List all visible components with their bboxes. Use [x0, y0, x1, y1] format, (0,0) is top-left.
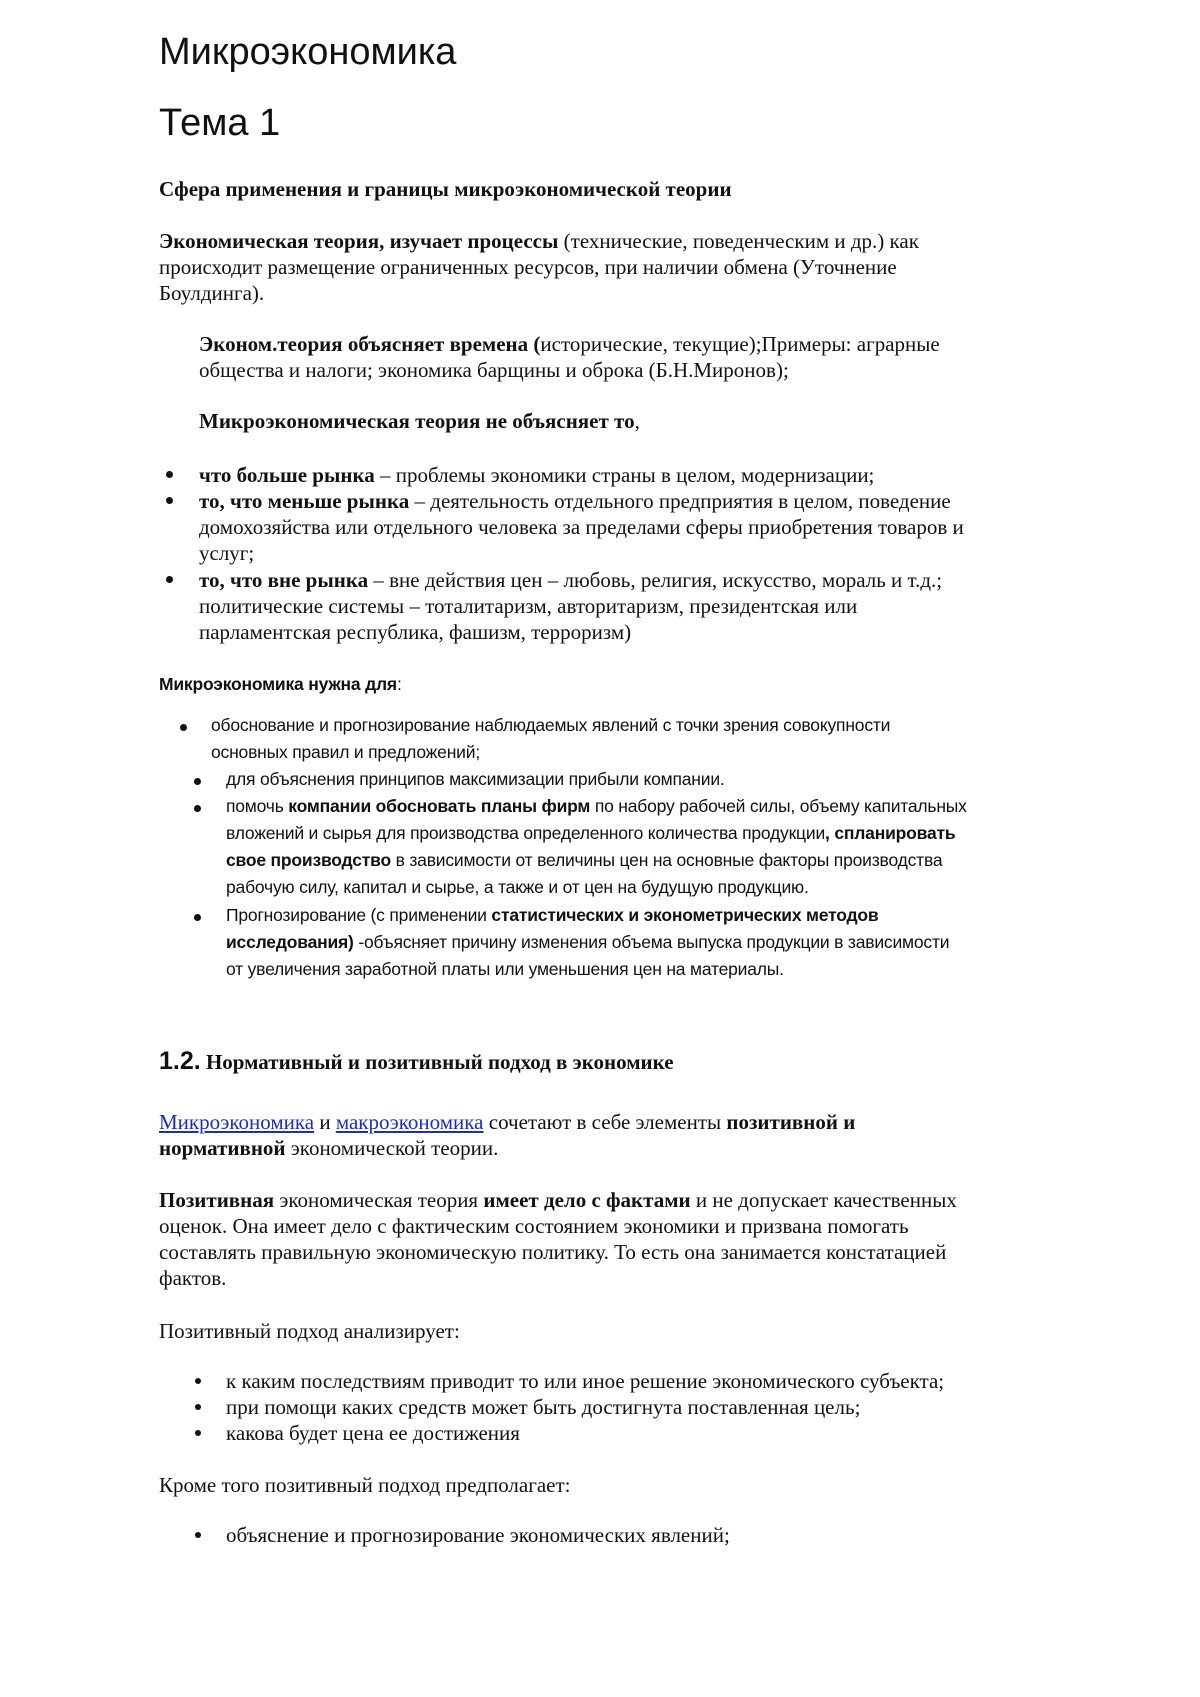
text-span: и не допускает качественных: [690, 1188, 957, 1212]
bold-span: исследования): [226, 932, 354, 952]
section1-heading: Сфера применения и границы микроэкономической теории: [159, 177, 732, 201]
not-explains-bold: Микроэкономическая теория не объясняет то: [199, 409, 635, 433]
bullet-icon: [195, 1404, 201, 1410]
text-span: экономическая теория: [274, 1188, 484, 1212]
list-item-bold: что больше рынка: [199, 463, 375, 487]
list-item-bold: то, что вне рынка: [199, 568, 369, 592]
bold-span: статистических и эконометрических методов: [491, 905, 879, 925]
times-bold: Эконом.теория объясняет времена (: [199, 332, 541, 356]
bullet-icon: [194, 805, 201, 812]
list-item-line: политические системы – тоталитаризм, авторитаризм, президентская или: [199, 594, 858, 618]
document-subtitle: Тема 1: [159, 102, 281, 144]
bullet-icon: [195, 1430, 201, 1436]
bold-span: нормативной: [159, 1136, 286, 1160]
bullet-icon: [166, 471, 173, 478]
text-span: в зависимости от величины цен на основные факторы производства: [390, 850, 943, 870]
list-item: какова будет цена ее достижения: [226, 1421, 520, 1445]
text-span: -объясняет причину изменения объема выпуска продукции в зависимости: [353, 932, 950, 952]
paragraph-line: оценок. Она имеет дело с фактическим состоянием экономики и призвана помогать: [159, 1214, 909, 1238]
section2-heading: [159, 1047, 674, 1076]
bold-span: , спланировать: [825, 823, 956, 843]
bullet-icon: [166, 497, 173, 504]
section-number: 1.2.: [159, 1047, 201, 1075]
list-item-line: [226, 792, 967, 821]
text-span: помочь: [226, 796, 289, 816]
times-line-2: общества и налоги; экономика барщины и оброка (Б.Н.Миронов);: [199, 358, 789, 382]
list-item-text: – вне действия цен – любовь, религия, искусство, мораль и т.д.;: [368, 568, 943, 592]
bullet-icon: [194, 778, 201, 785]
not-explains-rest: ,: [634, 409, 640, 433]
bullet-icon: [194, 914, 201, 921]
list-item-line: рабочую силу, капитал и сырье, а также и от цен на будущую продукцию.: [226, 877, 809, 897]
bold-span: компании обосновать планы фирм: [288, 796, 591, 816]
needed-for-heading: [159, 670, 402, 699]
intro-line1-rest: (технические, поведенческим и др.) как: [558, 229, 919, 253]
list-item-line: для объяснения принципов максимизации прибыли компании.: [226, 769, 725, 789]
assumes-heading: Кроме того позитивный подход предполагает:: [159, 1473, 571, 1497]
list-item-line: услуг;: [199, 541, 255, 565]
needed-for-rest: :: [396, 674, 402, 694]
bold-span: имеет дело с фактами: [483, 1188, 691, 1212]
text-span: вложений и сырья для производства определенного количества продукции: [226, 823, 826, 843]
text-span: сочетают в себе элементы: [483, 1110, 727, 1134]
text-span: и: [314, 1110, 336, 1134]
intro-bold: Экономическая теория, изучает процессы: [159, 229, 559, 253]
list-item-line: домохозяйства или отдельного человека за пределами сферы приобретения товаров и: [199, 515, 964, 539]
bullet-icon: [166, 576, 173, 583]
analyzes-heading: Позитивный подход анализирует:: [159, 1319, 460, 1343]
text-span: по набору рабочей силы, объему капитальных: [590, 796, 967, 816]
list-item: объяснение и прогнозирование экономических явлений;: [226, 1523, 730, 1547]
list-item-line: основных правил и предложений;: [211, 742, 480, 762]
bold-span: позитивной и: [726, 1110, 856, 1134]
list-item-line: [226, 901, 878, 930]
intro-line-2: происходит размещение ограниченных ресурсов, при наличии обмена (Уточнение: [159, 255, 897, 279]
times-line1-rest: исторические, текущие);Примеры: аграрные: [540, 332, 940, 356]
times-line-1: [199, 331, 940, 358]
list-item-line: парламентская республика, фашизм, терроризм): [199, 620, 632, 644]
paragraph-line: [159, 1135, 498, 1162]
paragraph-line: фактов.: [159, 1266, 227, 1290]
macroeconomics-link[interactable]: макроэкономика: [335, 1110, 484, 1134]
list-item-text: – проблемы экономики страны в целом, модернизации;: [374, 463, 875, 487]
needed-for-bold: Микроэкономика нужна для: [159, 674, 397, 694]
list-item-line: [226, 928, 949, 957]
list-item-line: [199, 567, 942, 594]
intro-line-1: [159, 228, 919, 255]
list-item-bold: то, что меньше рынка: [199, 489, 410, 513]
list-item-line: [199, 488, 951, 515]
bullet-icon: [195, 1532, 201, 1538]
bullet-icon: [180, 724, 187, 731]
bullet-icon: [195, 1378, 201, 1384]
intro-line-3: Боулдинга).: [159, 281, 265, 305]
paragraph-line: [159, 1109, 855, 1136]
microeconomics-link[interactable]: Микроэкономика: [159, 1110, 315, 1134]
document-title: Микроэкономика: [159, 31, 457, 73]
list-item-line: [226, 846, 942, 875]
paragraph-line: составлять правильную экономическую политику. То есть она занимается констатацией: [159, 1240, 947, 1264]
bold-span: Позитивная: [159, 1188, 275, 1212]
not-explains-heading: [199, 408, 640, 435]
text-span: Прогнозирование (с применении: [226, 905, 492, 925]
text-span: экономической теории.: [285, 1136, 499, 1160]
list-item-line: обоснование и прогнозирование наблюдаемых явлений с точки зрения совокупности: [211, 715, 891, 735]
bold-span: свое производство: [226, 850, 391, 870]
list-item: к каким последствиям приводит то или иное решение экономического субъекта;: [226, 1369, 945, 1393]
list-item-line: [199, 462, 874, 489]
list-item-line: [226, 819, 955, 848]
list-item: при помощи каких средств может быть достигнута поставленная цель;: [226, 1395, 861, 1419]
section-title: Нормативный и позитивный подход в экономике: [200, 1050, 674, 1074]
list-item-text: – деятельность отдельного предприятия в целом, поведение: [409, 489, 951, 513]
list-item-line: от увеличения заработной платы или уменьшения цен на материалы.: [226, 959, 784, 979]
paragraph-line: [159, 1187, 957, 1214]
